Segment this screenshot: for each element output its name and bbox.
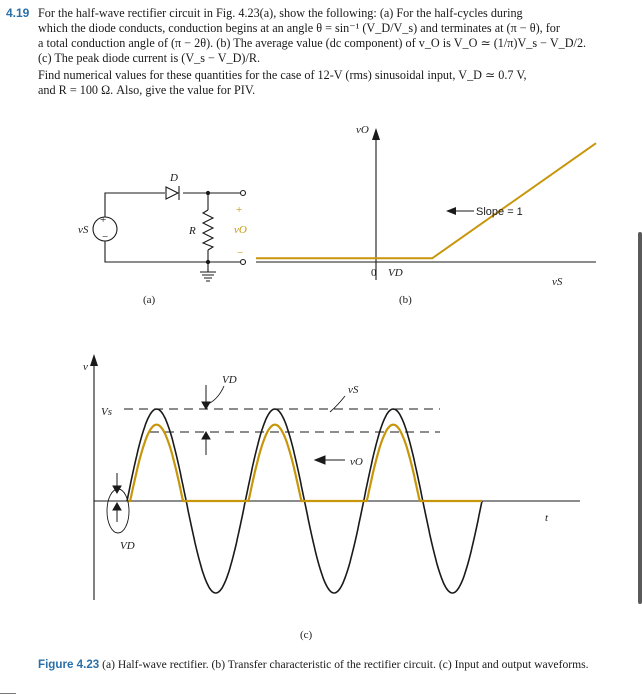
problem-line: (c) The peak diode current is (V_s − V_D)/R. <box>38 51 261 65</box>
resistor-label: R <box>189 225 196 237</box>
vs-peak-label: Vs <box>101 406 112 418</box>
vd-arrow-bottom-head <box>202 432 210 439</box>
output-label: vO <box>234 224 247 236</box>
diode <box>166 186 179 200</box>
ground-symbol <box>200 272 216 281</box>
transfer-characteristic <box>256 124 596 306</box>
vd-arrow-low-bottom-head <box>113 503 121 510</box>
vs-curve-label: vS <box>348 384 359 396</box>
y-axis-arrow <box>90 354 98 366</box>
source-minus-sign: − <box>102 231 109 243</box>
problem-line: a total conduction angle of (π − 2θ). (b) The average value (dc component) of v_O is V_O ≃ (1/π)V_s − V_D/2. <box>38 36 587 50</box>
page-marker <box>0 693 16 694</box>
wire-bottom <box>105 235 240 262</box>
vertical-scrollbar[interactable] <box>638 232 642 604</box>
problem-line: and R = 100 Ω. Also, give the value for PIV. <box>38 83 256 97</box>
junction-dot <box>206 260 209 263</box>
x-axis-label-c: t <box>545 512 549 524</box>
slope-arrow-head <box>446 207 456 215</box>
panel-label-a: (a) <box>143 294 156 306</box>
diode-label: D <box>170 172 178 184</box>
vd-label-b: VD <box>388 267 403 279</box>
vs-leader <box>330 396 345 412</box>
vo-curve-label: vO <box>350 456 363 468</box>
panel-label-c: (c) <box>300 629 313 641</box>
output-plus-sign: + <box>236 204 243 216</box>
waveform-plot <box>83 354 580 641</box>
source-label: vS <box>78 224 89 236</box>
output-terminal-bottom <box>241 260 246 265</box>
problem-number: 4.19 <box>6 6 30 20</box>
problem-line: which the diode conducts, conduction begins at an angle θ = sin⁻¹ (V_D/V_s) and terminates at (π − θ), for <box>38 21 560 35</box>
x-axis-label: vS <box>552 276 563 288</box>
output-minus-sign: − <box>237 247 244 259</box>
problem-line: For the half-wave rectifier circuit in Fig. 4.23(a), show the following: (a) For the half-cycles during <box>38 6 523 20</box>
figure-label: Figure 4.23 <box>38 658 100 671</box>
resistor <box>203 210 213 250</box>
vd-label-bottom: VD <box>120 540 135 552</box>
circuit-diagram <box>93 186 246 281</box>
wire-top-left <box>105 193 165 223</box>
figure-caption <box>38 657 608 672</box>
y-axis-arrow <box>372 128 380 140</box>
y-axis-label-c: v <box>83 361 88 373</box>
vd-arrow-top-head <box>202 402 210 409</box>
source-plus-sign: + <box>100 214 107 226</box>
origin-label: 0 <box>371 267 377 279</box>
junction-dot <box>206 191 209 194</box>
slope-label: Slope = 1 <box>476 206 523 218</box>
caption-text: (a) Half-wave rectifier. (b) Transfer characteristic of the rectifier circuit. (c) Input and output waveforms. <box>102 658 589 671</box>
output-terminal-top <box>241 191 246 196</box>
vo-pointer-head <box>315 456 325 464</box>
problem-line: Find numerical values for these quantities for the case of 12-V (rms) sinusoidal input, V_D ≃ 0.7 V, <box>38 68 527 82</box>
transfer-curve <box>256 143 596 258</box>
panel-label-b: (b) <box>399 294 412 306</box>
y-axis-label: vO <box>356 124 369 136</box>
vd-zoom-ellipse <box>107 489 129 533</box>
vd-label-top: VD <box>222 374 237 386</box>
vo-waveform <box>127 425 482 501</box>
